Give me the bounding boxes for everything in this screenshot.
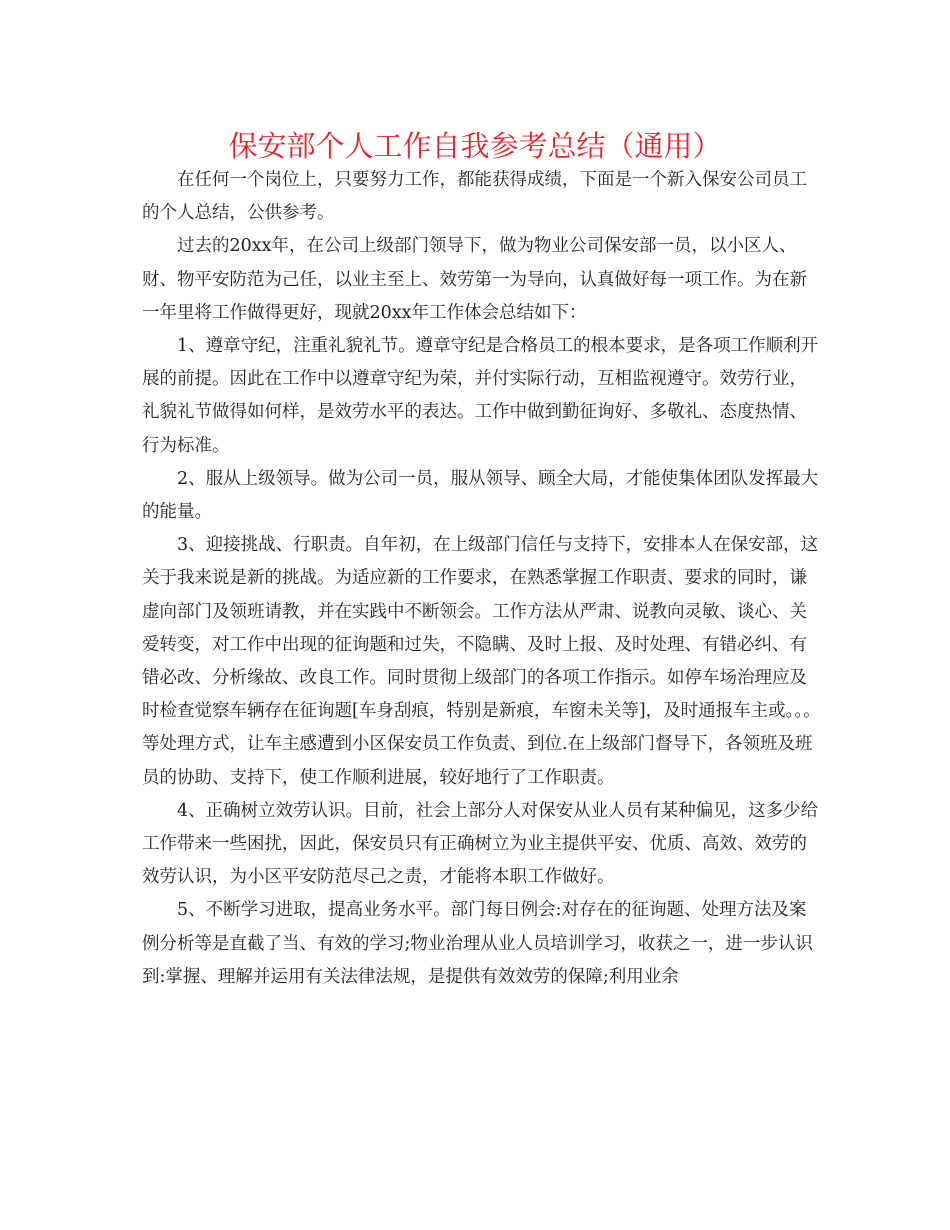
paragraph-item-3: 3、迎接挑战、行职责。自年初，在上级部门信任与支持下，安排本人在保安部，这关于我来说是新的挑战。为适应新的工作要求，在熟悉掌握工作职责、要求的同时，谦虚向部门及领班请教，并在实践中不断领会。工作方法从严肃、说教向灵敏、谈心、关爱转变，对工作中出现的征询题和过失，不隐瞒、及时上报、及时处理、有错必纠、有错必改、分析缘故、改良工作。同时贯彻上级部门的各项工作指示。如停车场治理应及时检查觉察车辆存在征询题[车身刮痕，特别是新痕，车窗未关等]，及时通报车主或。。。等处理方式，让车主感遭到小区保安员工作负责、到位.在上级部门督导下，各领班及班员的协助、支持下，使工作顺利进展，较好地行了工作职责。: [142, 535, 821, 788]
document-body: [142, 164, 822, 994]
paragraph-item-4: 4、正确树立效劳认识。目前，社会上部分人对保安从业人员有某种偏见，这多少给工作带来一些困扰，因此，保安员只有正确树立为业主提供平安、优质、高效、效劳的效劳认识，为小区平安防范尽己之责，才能将本职工作做好。: [142, 800, 819, 888]
paragraph-item-1: 1、遵章守纪，注重礼貌礼节。遵章守纪是合格员工的根本要求，是各项工作顺利开展的前提。因此在工作中以遵章守纪为荣，并付实际行动，互相监视遵守。效劳行业，礼貌礼节做得如何样，是效劳水平的表达。工作中做到勤征询好、多敬礼、态度热情、行为标准。: [142, 336, 819, 456]
paragraph-overview: 过去的20xx年，在公司上级部门领导下，做为物业公司保安部一员，以小区人、财、物平安防范为己任，以业主至上、效劳第一为导向，认真做好每一项工作。为在新一年里将工作做得更好，现就20xx年工作体会总结如下：: [142, 236, 807, 323]
document-title: 保安部个人工作自我参考总结（通用）: [228, 129, 722, 163]
paragraph-intro: 在任何一个岗位上，只要努力工作，都能获得成绩，下面是一个新入保安公司员工的个人总结，公供参考。: [142, 170, 807, 224]
paragraph-item-2: 2、服从上级领导。做为公司一员，服从领导、顾全大局，才能使集体团队发挥最大的能量。: [142, 468, 819, 523]
paragraph-item-5: 5、不断学习进取，提高业务水平。部门每日例会:对存在的征询题、处理方法及案例分析等是直截了当、有效的学习;物业治理从业人员培训学习，收获之一，进一步认识到:掌握、理解并运用有关法律法规，是提供有效效劳的保障;利用业余: [142, 900, 813, 987]
